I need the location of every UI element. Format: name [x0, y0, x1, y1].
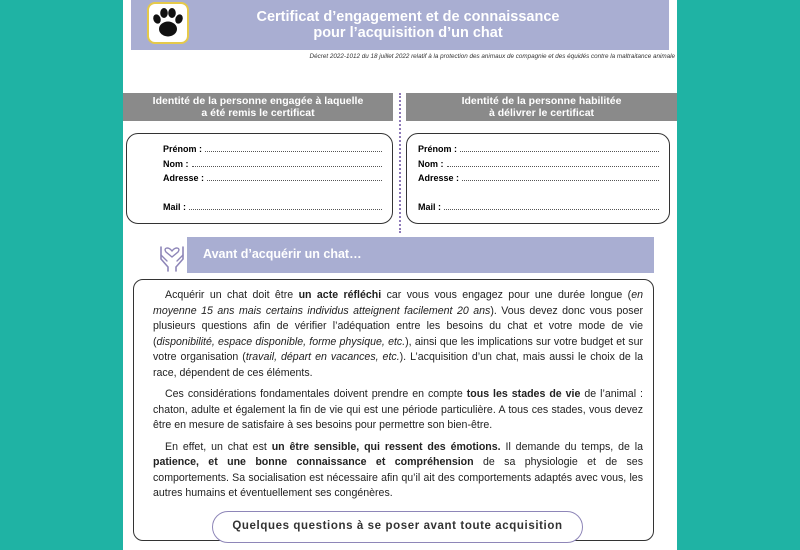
left-heading-line-2: a été remis le certificat	[201, 107, 315, 119]
emphasis: tous les stades de vie	[466, 388, 581, 400]
left-heading-line-1: Identité de la personne engagée à laquelle	[152, 95, 364, 107]
title-line-1: Certificat d’engagement et de connaissance	[256, 9, 560, 25]
left-identity-heading	[123, 93, 393, 121]
emphasis: patience, et une bonne connaissance et compréhension	[153, 456, 474, 468]
column-divider	[399, 93, 401, 233]
body-text-box	[133, 279, 654, 541]
text-run: Acquérir un chat doit être	[165, 289, 299, 301]
italic-run: en moyenne 15 ans mais certains individus atteignent facilement 20 ans	[153, 289, 643, 317]
text-run: car vous vous engagez pour une durée longue (	[381, 289, 632, 301]
hands-icon-box	[157, 237, 187, 273]
italic-run: travail, départ en vacances, etc.	[245, 351, 400, 363]
text-run: de sa physiologie et de ses comportements. Sa socialisation est nécessaire afin qu’il ait des comportements adaptés avec vous, les autres humains et éventuellement ses congénères.	[153, 456, 643, 499]
paragraph-1	[153, 288, 643, 381]
text-run: ). L’acquisition d’un chat, mais aussi le choix de la race, dépendent de ces éléments.	[153, 351, 643, 379]
right-identity-heading	[406, 93, 677, 121]
prenom-label: Prénom :	[163, 144, 203, 154]
right-heading-line-2: à délivrer le certificat	[488, 107, 595, 119]
mail-label: Mail :	[163, 201, 187, 212]
left-prenom-row	[163, 144, 392, 159]
left-adresse-row	[163, 173, 392, 188]
emphasis: un acte réfléchi	[298, 289, 382, 301]
left-mail-row	[163, 202, 392, 217]
nom-field[interactable]	[192, 159, 383, 167]
right-prenom-row	[418, 144, 669, 159]
text-run: En effet, un chat est	[165, 440, 272, 453]
nom-field[interactable]	[447, 159, 660, 167]
text-run: de l’animal : chaton, adulte et également la fin de vie qui est une période particulière. A tous ces stades, vous devez être en mesure de satisfaire à ses besoins pour permettre son bien-être.	[153, 388, 643, 431]
right-identity-form	[406, 133, 670, 224]
decree-reference: Décret 2022-1012 du 18 juillet 2022 relatif à la protection des animaux de compagnie et des équidés contre la maltraitance animale	[309, 53, 675, 60]
emphasis: un être sensible, qui ressent des émotions.	[271, 440, 501, 453]
right-mail-row	[418, 202, 669, 217]
paw-logo	[147, 2, 189, 44]
right-heading-line-1: Identité de la personne habilitée	[461, 95, 622, 107]
adresse-label: Adresse :	[418, 173, 460, 183]
certificate-document	[123, 0, 677, 550]
paragraph-2	[153, 387, 643, 434]
document-title	[191, 9, 625, 41]
questions-pill: Quelques questions à se poser avant toute acquisition	[212, 511, 583, 543]
mail-field[interactable]	[189, 202, 382, 210]
right-adresse-row	[418, 173, 669, 188]
adresse-field[interactable]	[207, 173, 382, 181]
title-band	[131, 0, 669, 50]
text-run: Ces considérations fondamentales doivent prendre en compte	[165, 388, 467, 400]
prenom-field[interactable]	[460, 144, 659, 152]
text-run: ), ainsi que les implications sur votre budget et sur votre organisation (	[153, 335, 643, 363]
left-identity-form	[126, 133, 393, 224]
adresse-label: Adresse :	[163, 173, 205, 183]
text-run: Il demande du temps, de la	[500, 440, 644, 453]
mail-field[interactable]	[444, 202, 659, 210]
left-nom-row	[163, 159, 392, 174]
paw-icon	[149, 4, 187, 42]
nom-label: Nom :	[418, 158, 444, 169]
section-title: Avant d’acquérir un chat…	[203, 247, 362, 261]
italic-run: disponibilité, espace disponible, forme physique, etc.	[156, 335, 406, 348]
nom-label: Nom :	[163, 158, 189, 169]
text-run: ). Vous devez donc vous poser plusieurs questions afin de vérifier l’adéquation entre les besoins du chat et votre mode de vie (	[153, 304, 643, 348]
mail-label: Mail :	[418, 201, 442, 212]
title-line-2: pour l’acquisition d’un chat	[313, 25, 503, 41]
prenom-label: Prénom :	[418, 144, 458, 154]
hands-heart-icon	[157, 237, 187, 273]
adresse-field[interactable]	[462, 173, 659, 181]
paragraph-3	[153, 440, 643, 502]
prenom-field[interactable]	[205, 144, 382, 152]
right-nom-row	[418, 159, 669, 174]
